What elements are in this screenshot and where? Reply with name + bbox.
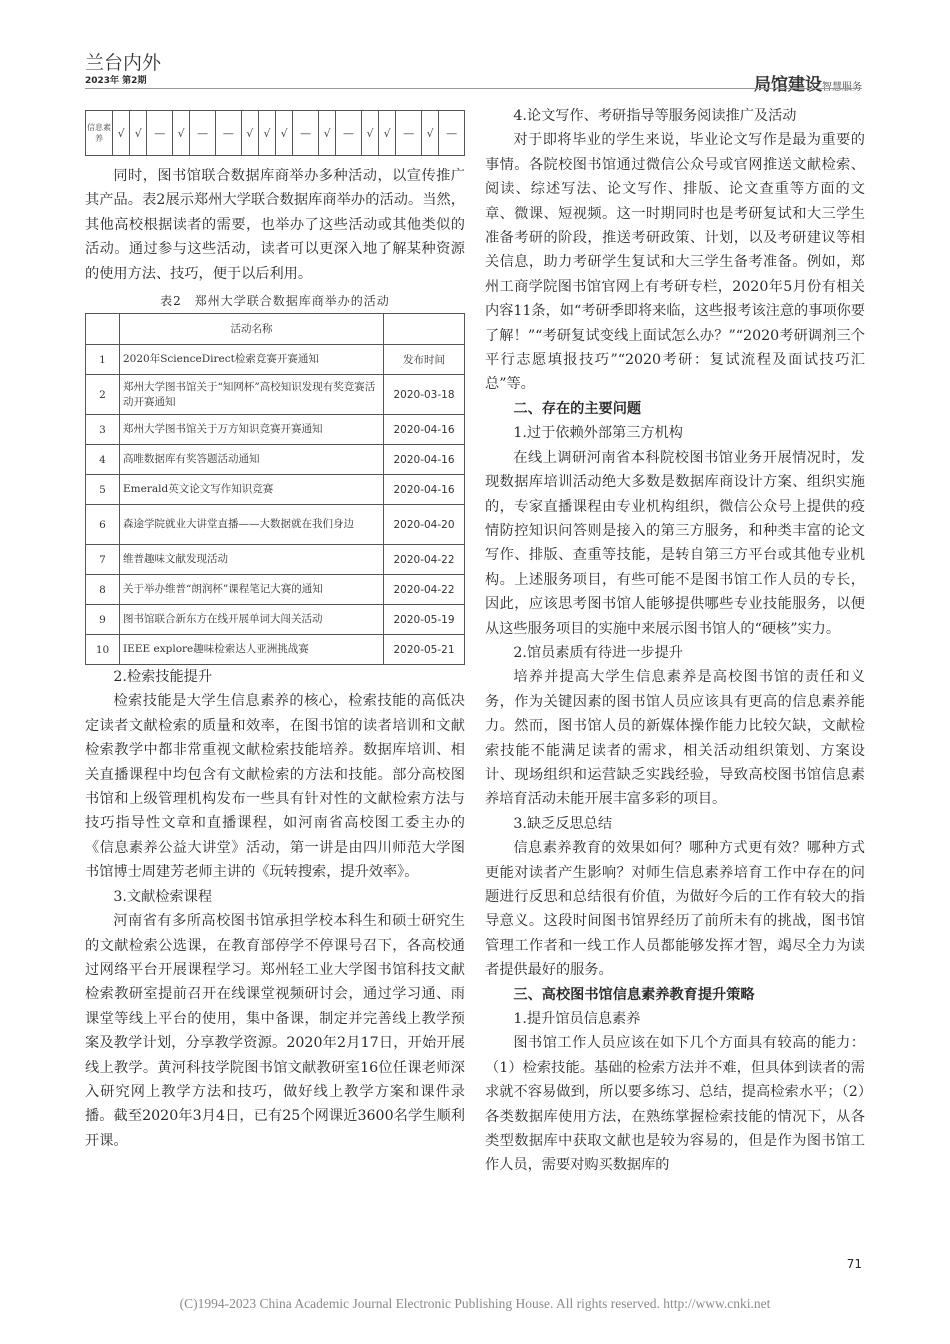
table-row [86,375,465,415]
section-heading: 三、高校图书馆信息素养教育提升策略 [513,986,755,1003]
table-cell-name: 郑州大学图书馆关于“知网杯”高校知识发现有奖竞赛活动开赛通知 [120,375,384,415]
table-1-row [86,111,465,156]
table-row [86,635,465,665]
table-cell-date: 2020-05-19 [384,605,465,635]
table-cell-name: 郑州大学图书馆关于万方知识竞赛开赛通知 [120,415,384,445]
table-cell-name: 森途学院就业大讲堂直播——大数据就在我们身边 [120,505,384,545]
table-cell-date: 2020-04-16 [384,445,465,475]
subheading: 1.提升馆员信息素养 [513,1011,641,1028]
section-sub: 智慧服务 [822,82,862,93]
table-1-mark: — [336,111,362,156]
table-1-mark: √ [379,111,396,156]
table-cell-date: 2020-04-22 [384,575,465,605]
table-1-mark: √ [319,111,336,156]
table-1-mark: — [147,111,173,156]
table-1-fragment [85,110,465,156]
section-main: 局馆建设 [754,75,822,95]
table-1-mark: — [216,111,242,156]
paragraph: 河南省有多所高校图书馆承担学校本科生和硕士研究生的文献检索公选课，在教育部停学不停课号召下，各高校通过网络平台开展课程学习。郑州轻工业大学图书馆科技文献检索教研室提前召开在线课堂视频研讨会，通过学习通、雨课堂等线上平台的使用，集中备课，制定并完善线上教学预案及教学计划，分享教学资源。2020年2月17日，开始开展线上教学。黄河科技学院图书馆文献教研室16位任课老师深入研究网上教学方法和技巧，做好线上教学方案和课件录播。截至2020年3月4日，已有25个网课近3600名学生顺利开课。 [85,913,465,1149]
table-1-mark: √ [130,111,147,156]
subheading: 1.过于依赖外部第三方机构 [513,425,683,442]
table-2-header-row [86,314,465,345]
table-1-mark: √ [361,111,378,156]
table-row [86,415,465,445]
table-cell-name: 图书馆联合新东方在线开展单词大闯关活动 [120,605,384,635]
subheading: 3.缺乏反思总结 [513,815,613,832]
table-row [86,445,465,475]
table-row [86,345,465,375]
subheading: 3.文献检索课程 [113,888,213,905]
table-1-mark: √ [173,111,190,156]
section-label [754,70,862,95]
table-2-header: 活动名称 [120,314,384,345]
paragraph: 在线上调研河南省本科院校图书馆业务开展情况时，发现数据库培训活动绝大多数是数据库商设计方案、组织实施的，专家直播课程由专业机构组织，微信公众号上提供的疫情防控知识问答则是接入的第三方服务，和种类丰富的论文写作、排版、查重等技能，是转自第三方平台或其他专业机构。上述服务项目，有些可能不是图书馆工作人员的专长，因此，应该思考图书馆人能够提供哪些专业技能服务，以便从这些服务项目的实施中来展示图书馆人的“硬核”实力。 [485,449,865,637]
table-cell-num: 8 [86,575,120,605]
paragraph: 同时，图书馆联合数据库商举办多种活动，以宣传推广其产品。表2展示郑州大学联合数据库商举办的活动。当然，其他高校根据读者的需要，也举办了这些活动或其他类似的活动。通过参与这些活动，读者可以更深入地了解某种资源的使用方法、技巧，便于以后利用。 [85,168,465,282]
table-1-mark: √ [276,111,293,156]
paragraph: 信息素养教育的效果如何？哪种方式更有效？哪种方式更能对读者产生影响？对师生信息素养培育工作中存在的问题进行反思和总结很有价值，为做好今后的工作有较大的指导意义。这段时间图书馆界经历了前所未有的挑战，图书馆管理工作者和一线工作人员都能够发挥才智，竭尽全力为读者提供最好的服务。 [485,840,865,979]
subheading: 2.检索技能提升 [113,669,213,686]
table-1-mark: √ [258,111,275,156]
table-cell-num: 9 [86,605,120,635]
table-cell-date: 2020-04-20 [384,505,465,545]
table-1-mark: √ [113,111,130,156]
table-cell-date: 2020-04-22 [384,545,465,575]
table-row [86,475,465,505]
table-cell-name: Emerald英文论文写作知识竞赛 [120,475,384,505]
table-1-mark: — [190,111,216,156]
paragraph: 检索技能是大学生信息素养的核心，检索技能的高低决定读者文献检索的质量和效率，在图书馆的读者培训和文献检索教学中都非常重视文献检索技能培养。数据库培训、相关直播课程中均包含有文献检索的方法和技能。部分高校图书馆和上级管理机构发布一些具有针对性的文献检索方法与技巧指导性文章和直播课程，如河南省高校图工委主办的《信息素养公益大讲堂》活动，第一讲是由四川师范大学图书馆博士周建芳老师主讲的《玩转搜索，提升效率》。 [85,693,465,881]
page-number: 71 [846,1257,862,1271]
table-cell-name: 维普趣味文献发现活动 [120,545,384,575]
header-rule [85,88,862,89]
table-row [86,575,465,605]
table-row [86,505,465,545]
table-1-mark: — [396,111,422,156]
copyright-footer: (C)1994-2023 China Academic Journal Electronic Publishing House. All rights reserved. http://www.cnki.net [179,1296,771,1311]
section-heading: 二、存在的主要问题 [513,400,642,417]
table-cell-name: 关于举办维普“朗润杯”课程笔记大赛的通知 [120,575,384,605]
table-cell-date: 2020-03-18 [384,375,465,415]
table-cell-name: IEEE explore趣味检索达人亚洲挑战赛 [120,635,384,665]
table-1-label: 信息素养 [86,111,113,156]
table-1-mark: √ [241,111,258,156]
journal-title: 兰台内外 [85,52,162,74]
table-cell-date: 2020-05-21 [384,635,465,665]
table-cell-date: 发布时间 [384,345,465,375]
table-cell-num: 3 [86,415,120,445]
subheading: 2.馆员素质有待进一步提升 [513,644,683,661]
paragraph: 图书馆工作人员应该在如下几个方面具有较高的能力：（1）检索技能。基础的检索方法并不难，但具体到读者的需求就不容易做到，所以要多练习、总结，提高检索水平；（2）各类数据库使用方法，在熟练掌握检索技能的情况下，从各类型数据库中获取文献也是较为容易的，但是作为图书馆工作人员，需要对购买数据库的 [485,1035,865,1174]
table-cell-name: 高唯数据库有奖答题活动通知 [120,445,384,475]
table-cell-num: 2 [86,375,120,415]
table-cell-num: 5 [86,475,120,505]
table-cell-name: 2020年ScienceDirect检索竞赛开赛通知 [120,345,384,375]
subheading: 4.论文写作、考研指导等服务阅读推广及活动 [513,108,797,124]
table-cell-num: 10 [86,635,120,665]
left-column [85,104,465,1153]
table-row [86,605,465,635]
table-2-caption: 表2 郑州大学联合数据库商举办的活动 [160,294,390,309]
issue-label: 2023年 第2期 [85,76,147,86]
table-1-mark: — [293,111,319,156]
table-1-mark: — [439,111,465,156]
table-cell-date: 2020-04-16 [384,415,465,445]
paragraph: 培养并提高大学生信息素养是高校图书馆的责任和义务，作为关键因素的图书馆人员应该具有更高的信息素养能力。然而，图书馆人员的新媒体操作能力比较欠缺，文献检索技能不能满足读者的需求，相关活动组织策划、方案设计、现场组织和运营缺乏实践经验，导致高校图书馆信息素养培育活动未能开展丰富多彩的项目。 [485,669,865,808]
table-1-mark: √ [422,111,439,156]
table-cell-num: 1 [86,345,120,375]
table-cell-num: 6 [86,505,120,545]
table-2 [85,313,465,665]
table-row [86,545,465,575]
paragraph: 对于即将毕业的学生来说，毕业论文写作是最为重要的事情。各院校图书馆通过微信公众号或官网推送文献检索、阅读、综述写法、论文写作、排版、论文查重等方面的文章、微课、短视频。这一时期同时也是考研复试和大三学生准备考研的阶段，推送考研政策、计划，以及考研建议等相关信息，助力考研学生复试和大三学生备考准备。例如，郑州工商学院图书馆官网上有考研专栏，2020年5月份有相关内容11条，如“考研季即将来临，这些报考该注意的事项你要了解！”“考研复试变线上面试怎么办？”“2020考研调剂三个平行志愿填报技巧”“2020考研：复试流程及面试技巧汇总”等。 [485,132,865,393]
table-cell-num: 4 [86,445,120,475]
right-column [485,104,865,1178]
table-cell-date: 2020-04-16 [384,475,465,505]
table-cell-num: 7 [86,545,120,575]
